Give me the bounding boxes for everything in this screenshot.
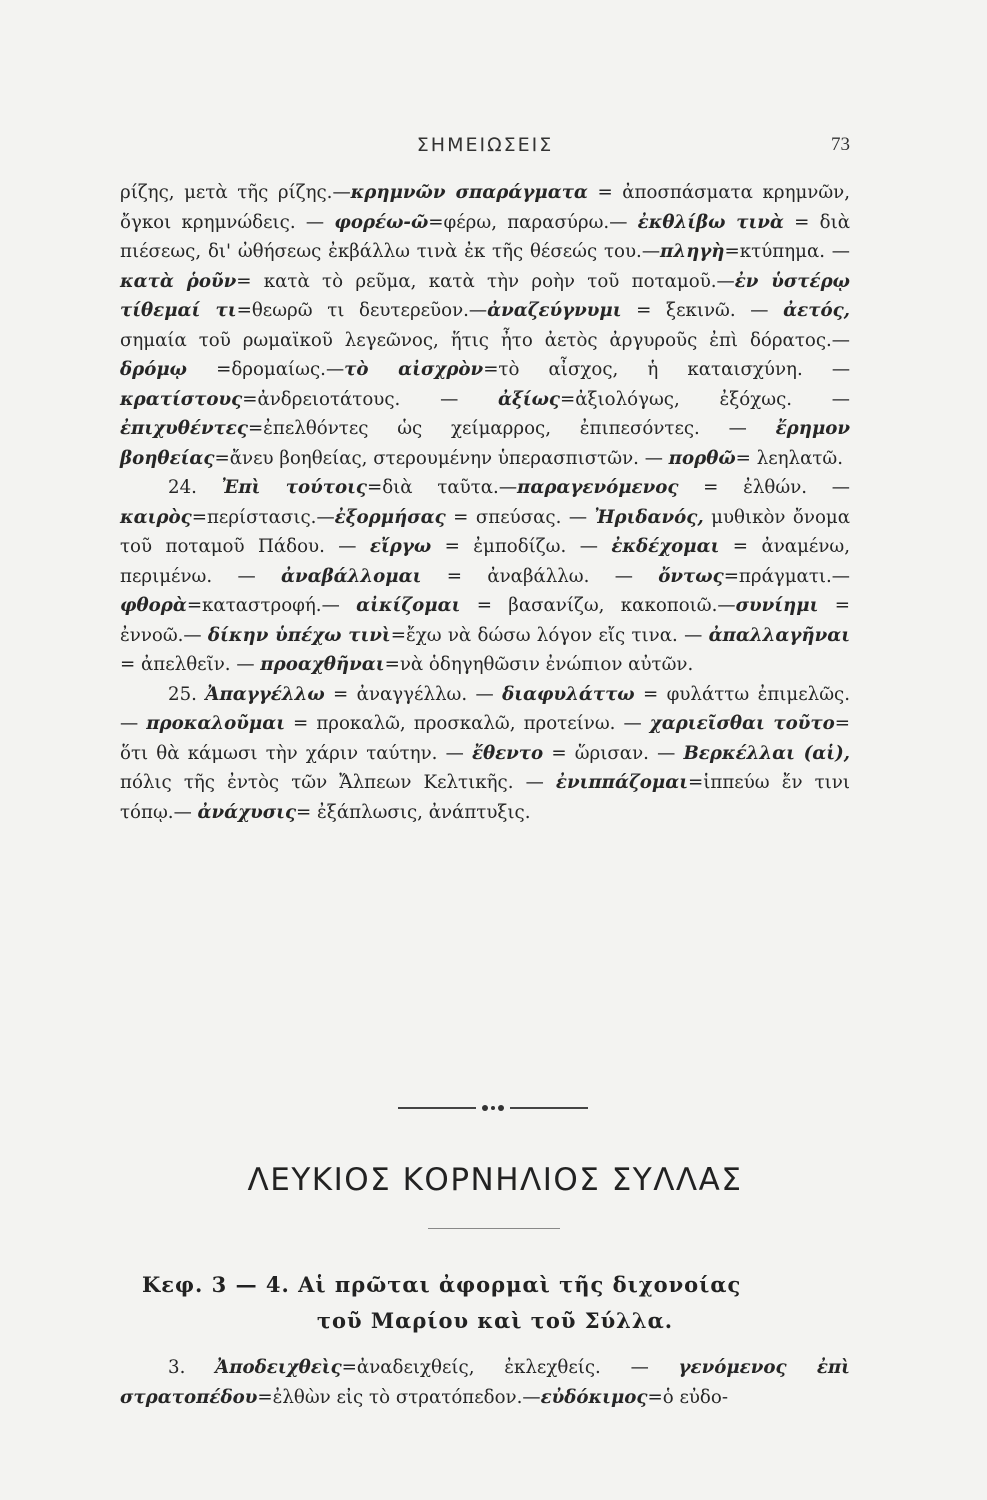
glossed-term: ἐπιχυθέντες [120,418,248,439]
gloss-text: =ἀνδρειοτάτους. — [242,388,499,410]
gloss-text: =πράγματι.— [723,565,850,587]
gloss-text: 3. [168,1357,216,1378]
gloss-text: = ἐξάπλωσις, ἀνάπτυξις. [296,801,531,823]
glossed-term: ἀετός, [783,300,850,321]
glossed-term: προαχθῆναι [260,654,385,675]
glossed-term: ἔρημον βοηθείας [120,418,850,469]
glossed-term: εὐδόκιμος [540,1386,648,1408]
glossed-term: Ἐπὶ τούτοις [221,477,367,498]
gloss-text: μυθικὸν ὄνομα τοῦ ποταμοῦ Πάδου. — [120,506,850,557]
glossed-term: φορέω-ῶ [334,211,429,233]
gloss-text: = ἐλθών. — [678,477,850,498]
glossed-term: διαφυλάττω [502,683,635,705]
title-rule [428,1228,560,1229]
glossed-term: ἀναβάλλομαι [280,565,422,587]
glossed-term: ὄντως [658,565,724,587]
divider-ornament-icon [476,1103,510,1113]
gloss-text: =ἐπελθόντες ὡς χείμαρρος, ἐπιπεσόντες. — [247,418,776,439]
note-paragraph-25 [120,680,850,828]
gloss-text: =ὁ εὐδο- [647,1386,728,1408]
glossed-term: ἐκθλίβω τινὰ [637,211,784,233]
gloss-text: =κτύπημα. — [724,241,850,262]
glossed-term: κατὰ ῥοῦν [120,270,237,292]
gloss-text: =ἄνευ βοηθείας, στερουμένην ὑπερασπιστῶν. — [214,447,669,469]
glossed-term: ἀπαλλαγῆναι [708,624,851,646]
gloss-text: = ἀναμένω, περιμένω. — [120,536,850,587]
note-paragraph-3 [120,1353,850,1412]
glossed-term: χαριεῖσθαι τοῦτο [649,713,835,734]
gloss-text: = ξεκινῶ. — [621,300,784,321]
gloss-text: =ἐλθὼν εἰς τὸ στρατόπεδον.— [257,1386,541,1408]
gloss-text: =ἀναδειχθείς, ἐκλεχθείς. — [341,1357,679,1378]
glossed-term: συνίημι [735,595,819,616]
gloss-text: = ἀπελθεῖν. — [120,654,261,675]
gloss-text: 24. [168,477,222,498]
notes-body [120,178,850,827]
gloss-text: = σπεύσας. — [445,506,595,528]
chapter-heading [120,1267,870,1339]
glossed-term: ἐξορμήσας [334,506,446,528]
gloss-text: 25. [168,683,206,705]
gloss-text: =θεωρῶ τι δευτερεῦον.— [236,300,488,321]
gloss-text: =ἔχω νὰ δώσω λόγον εἴς τινα. — [390,624,709,646]
glossed-term: ἀξίως [498,388,560,410]
glossed-term: πορθῶ [668,447,736,469]
glossed-term: εἴργω [369,536,432,557]
chapter-heading-line-1: Κεφ. 3 — 4. Αἱ πρῶται ἀφορμαὶ τῆς διχονοίας [142,1272,742,1297]
gloss-text: = προκαλῶ, προσκαλῶ, προτείνω. — [285,713,650,734]
gloss-text: = φυλάττω ἐπιμελῶς. — [120,683,850,734]
glossed-term: γενόμενος ἐπὶ στρατοπέδου [120,1357,850,1408]
chapter-notes [120,1353,850,1412]
glossed-term: κρημνῶν σπαράγματα [350,182,588,203]
gloss-text: = λεηλατῶ. [735,447,844,469]
gloss-text: =διὰ ταῦτα.— [366,477,518,498]
glossed-term: Ἀποδειχθεὶς [215,1357,342,1378]
glossed-term: προκαλοῦμαι [146,713,286,734]
gloss-text: =περίστασις.— [191,506,335,528]
glossed-term: ἐκδέχομαι [611,536,720,557]
glossed-term: δρόμῳ [120,359,187,380]
gloss-text: σημαία τοῦ ρωμαϊκοῦ λεγεῶνος, ἥτις ἦτο ἀετὸς ἀργυροῦς ἐπὶ δόρατος.— [120,329,850,351]
gloss-text: = ἀποσπάσματα κρημνῶν, ὄγκοι κρημνώδεις. — [120,182,851,233]
gloss-text: = κατὰ τὸ ρεῦμα, κατὰ τὴν ροὴν τοῦ ποταμοῦ.— [236,270,735,292]
page-header [120,128,850,164]
page-number: 73 [831,134,850,155]
gloss-text: =ἀξιολόγως, ἐξόχως. — [560,388,850,410]
gloss-text: =φέρω, παρασύρω.— [428,211,638,233]
section-title: ΛΕΥΚΙΟΣ ΚΟΡΝΗΛΙΟΣ ΣΥΛΛΑΣ [247,1162,743,1198]
chapter-heading-line-2: τοῦ Μαρίου καὶ τοῦ Σύλλα. [316,1308,674,1333]
gloss-text: πόλις τῆς ἐντὸς τῶν Ἄλπεων Κελτικῆς. — [120,772,556,793]
glossed-term: ἔθεντο [471,742,544,764]
gloss-text: =καταστροφή.— [186,595,357,616]
glossed-term: Ἀπαγγέλλω [205,683,325,705]
gloss-text: = βασανίζω, κακοποιῶ.— [460,595,736,616]
glossed-term: παραγενόμενος [517,477,679,498]
gloss-text: = ἐννοῶ.— [120,595,850,646]
gloss-text: =νὰ ὁδηγηθῶσιν ἐνώπιον αὐτῶν. [384,654,694,675]
glossed-term: καιρὸς [120,506,192,528]
gloss-text: = ἀναβάλλω. — [421,565,659,587]
gloss-text: = διὰ πιέσεως, δι' ὠθήσεως ἐκβάλλω τινὰ ἐκ τῆς θέσεώς του.— [120,211,851,262]
gloss-text: =τὸ αἶσχος, ἡ καταισχύνη. — [483,359,851,380]
glossed-term: αἰκίζομαι [356,595,461,616]
glossed-term: ἀνάχυσις [197,801,297,823]
ornamental-divider [398,1103,588,1113]
gloss-text: = ἀναγγέλλω. — [324,683,503,705]
glossed-term: πληγὴ [660,241,725,262]
glossed-term: ἐνιππάζομαι [555,772,688,793]
glossed-term: ἐν ὑστέρῳ τίθεμαί τι [120,270,850,321]
gloss-text: =δρομαίως.— [187,359,345,380]
gloss-text: = ὥρισαν. — [543,742,684,764]
glossed-term: φθορὰ [120,595,187,616]
note-paragraph-24 [120,473,850,680]
glossed-term: ἀναζεύγνυμι [487,300,622,321]
glossed-term: τὸ αἰσχρὸν [344,359,484,380]
glossed-term: Βερκέλλαι (αἱ), [683,742,851,764]
gloss-text: =ἱππεύω ἔν τινι τόπῳ.— [120,772,850,823]
gloss-text: = ἐμποδίζω. — [431,536,612,557]
glossed-term: κρατίστους [120,388,243,410]
gloss-text: ρίζης, μετὰ τῆς ρίζης.— [120,182,351,203]
gloss-text: = ὅτι θὰ κάμωσι τὴν χάριν ταύτην. — [120,713,850,764]
running-head: ΣΗΜΕΙΩΣΕΙΣ [416,134,554,156]
glossed-term: Ἠριδανός, [594,506,704,528]
glossed-term: δίκην ὑπέχω τινὶ [207,624,391,646]
note-paragraph [120,178,850,473]
